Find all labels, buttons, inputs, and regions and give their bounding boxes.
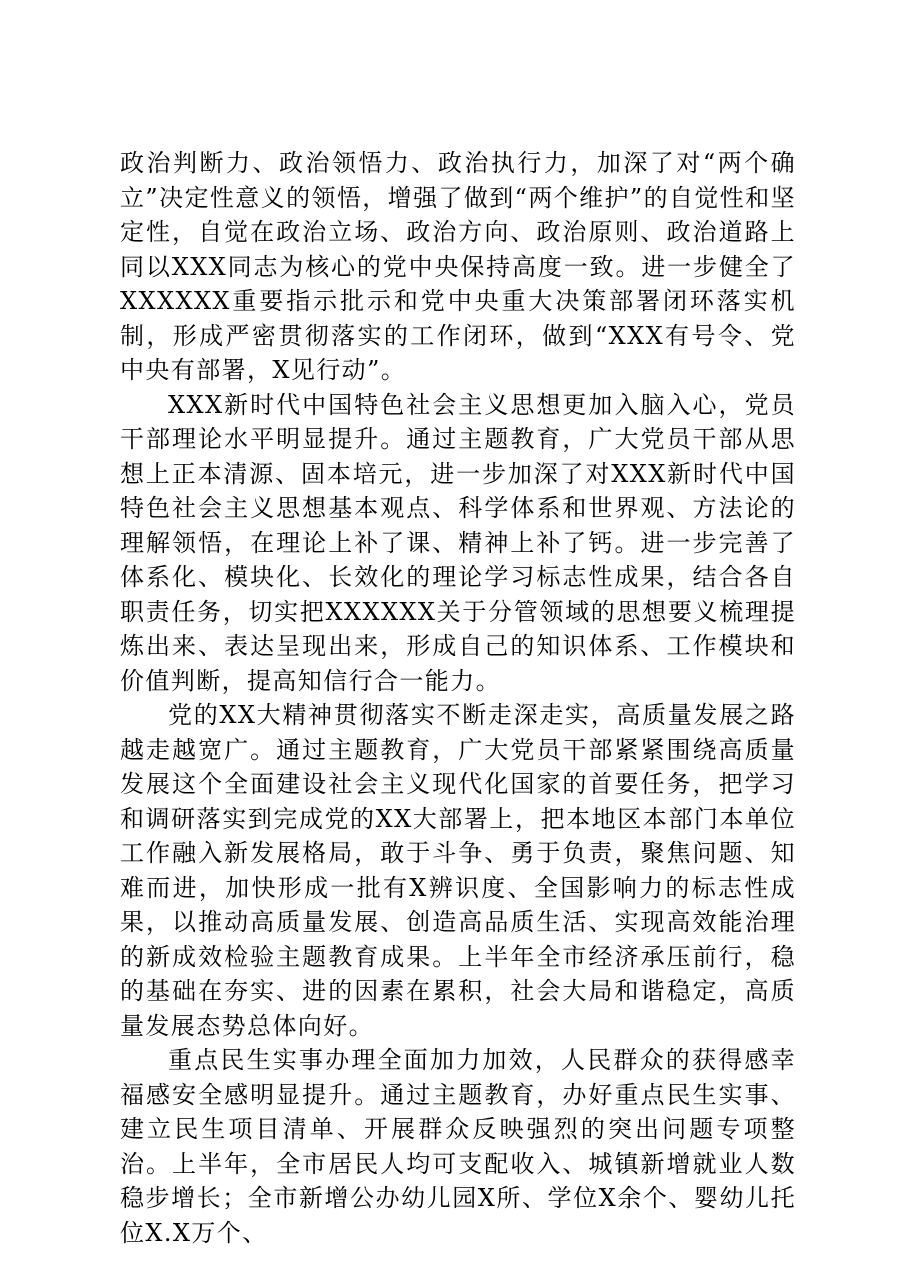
paragraph-2: XXX新时代中国特色社会主义思想更加入脑入心，党员干部理论水平明显提升。通过主题教育，广大党员干部从思想上正本清源、固本培元，进一步加深了对XXX新时代中国特色社会主义思想基本观点、科学体系和世界观、方法论的理解领悟，在理论上补了课、精神上补了钙。进一步完善了体系化、模块化、长效化的理论学习标志性成果，结合各自职责任务，切实把XXXXXX关于分管领域的思想要义梳理提炼出来、表达呈现出来，形成自己的知识体系、工作模块和价值判断，提高知信行合一能力。 (120, 390, 796, 695)
document-body (120, 146, 796, 1250)
paragraph-3: 党的XX大精神贯彻落实不断走深走实，高质量发展之路越走越宽广。通过主题教育，广大党员干部紧紧围绕高质量发展这个全面建设社会主义现代化国家的首要任务，把学习和调研落实到完成党的XX大部署上，把本地区本部门本单位工作融入新发展格局，敢于斗争、勇于负责，聚焦问题、知难而进，加快形成一批有X辨识度、全国影响力的标志性成果，以推动高质量发展、创造高品质生活、实现高效能治理的新成效检验主题教育成果。上半年全市经济承压前行，稳的基础在夯实、进的因素在累积，社会大局和谐稳定，高质量发展态势总体向好。 (120, 701, 796, 1040)
paragraph-1: 政治判断力、政治领悟力、政治执行力，加深了对“两个确立”决定性意义的领悟，增强了做到“两个维护”的自觉性和坚定性，自觉在政治立场、政治方向、政治原则、政治道路上同以XXX同志为核心的党中央保持高度一致。进一步健全了XXXXXX重要指示批示和党中央重大决策部署闭环落实机制，形成严密贯彻落实的工作闭环，做到“XXX有号令、党中央有部署，X见行动”。 (120, 149, 797, 384)
paragraph-4: 重点民生实事办理全面加力加效，人民群众的获得感幸福感安全感明显提升。通过主题教育，办好重点民生实事、建立民生项目清单、开展群众反映强烈的突出问题专项整治。上半年，全市居民人均可支配收入、城镇新增就业人数稳步增长；全市新增公办幼儿园X所、学位X余个、婴幼儿托位X.X万个、 (120, 1046, 796, 1247)
